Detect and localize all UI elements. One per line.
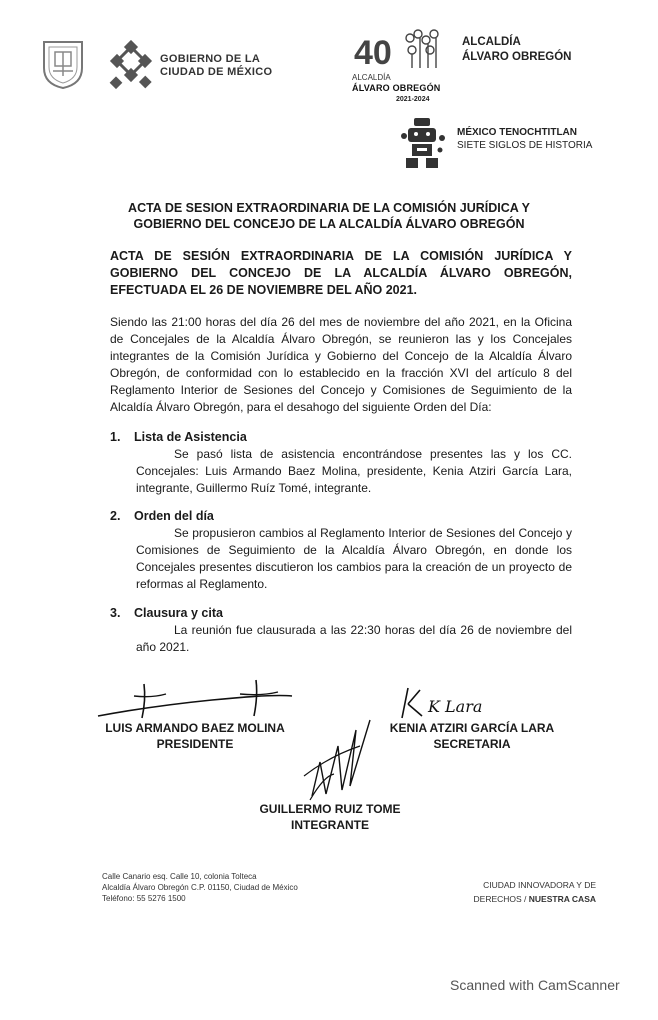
footer-address: Calle Canario esq. Calle 10, colonia Tolteca Alcaldía Álvaro Obregón C.P. 01150, Ciudad de México Teléfono: 55 5276 1500	[102, 872, 298, 903]
camscanner-watermark: Scanned with CamScanner	[450, 977, 620, 993]
signature-kenia-scribble	[398, 684, 508, 724]
intro-paragraph: Siendo las 21:00 horas del día 26 del mes de noviembre del año 2021, en la Oficina de Concejales de la Alcaldía Álvaro Obregón, se reunieron las y los Concejales integrantes de la Comisión Jurídica y Gobierno del Concejo de la Alcaldía Álvaro Obregón, de conformidad con lo establecido en la fracción XVI del artículo 8 del Reglamento Interior de Sesiones del Concejo y Comisiones de Seguimiento de la Alcaldía Álvaro Obregón, para el desahogo del siguiente Orden del Día:	[110, 315, 572, 414]
cdmx-knot-logo-icon	[106, 40, 156, 92]
cdmx-coat-of-arms-icon	[40, 38, 86, 90]
ao-logo-small-label: ALCALDÍA	[352, 73, 391, 82]
signature-block-president: LUIS ARMANDO BAEZ MOLINA PRESIDENTE	[105, 721, 285, 751]
agenda-item: 2. Orden del día Se propusieron cambios al Reglamento Interior de Sesiones del Concejo y Comisiones de Seguimiento de la Alcaldía Álvaro Obregón, en donde los Concejales presentes discutieron los cambios para la creación de un proyecto de reformas al Reglamento.	[110, 509, 572, 591]
gobierno-cdmx-name: GOBIERNO DE LA CIUDAD DE MÉXICO	[160, 53, 273, 78]
agenda-item-title: Orden del día	[134, 509, 214, 523]
ao-logo-big-label: ÁLVARO OBREGÓN	[352, 83, 441, 93]
tenochtitlan-slogan: MÉXICO TENOCHTITLAN SIETE SIGLOS DE HISTORIA	[457, 127, 593, 151]
agenda-item-title: Clausura y cita	[134, 606, 223, 620]
signature-block-secretary: KENIA ATZIRI GARCÍA LARA SECRETARIA	[389, 721, 555, 751]
agenda-item-text: La reunión fue clausurada a las 22:30 horas del día 26 de noviembre del año 2021.	[136, 623, 572, 654]
agenda-item-text: Se propusieron cambios al Reglamento Interior de Sesiones del Concejo y Comisiones de Seguimiento de la Alcaldía Álvaro Obregón, en donde los Concejales presentes discutieron los cambios para la creación de un proyecto de reformas al Reglamento.	[136, 526, 572, 591]
signature-block-member: GUILLERMO RUIZ TOME INTEGRANTE	[259, 802, 401, 832]
alcaldia-name: ALCALDÍA ÁLVARO OBREGÓN	[462, 36, 572, 63]
document-subtitle: ACTA DE SESIÓN EXTRAORDINARIA DE LA COMISIÓN JURÍDICA Y GOBIERNO DEL CONCEJO DE LA ALCALDÍA ÁLVARO OBREGÓN, EFECTUADA EL 26 DE NOVIEMBRE DEL AÑO 2021.	[110, 249, 572, 297]
alcaldia-ao-logo	[352, 28, 452, 108]
agenda-item-text: Se pasó lista de asistencia encontrándose presentes las y los CC. Concejales: Luis Armando Baez Molina, presidente, Kenia Atziri García Lara, integrante, Guillermo Ruíz Tomé, integrante.	[136, 447, 572, 495]
svg-text:40: 40	[354, 34, 392, 72]
tenochtitlan-glyph-icon	[400, 116, 446, 174]
agenda-item: 3. Clausura y cita La reunión fue clausurada a las 22:30 horas del día 26 de noviembre del año 2021.	[110, 606, 572, 654]
agenda-item-title: Lista de Asistencia	[134, 430, 247, 444]
signature-luis-scribble	[92, 676, 302, 724]
svg-text:K Lara: K Lara	[428, 697, 483, 716]
signature-guillermo-scribble	[290, 716, 380, 806]
ao-logo-years: 2021-2024	[396, 96, 430, 103]
footer-slogan: CIUDAD INNOVADORA Y DE DERECHOS / NUESTRA CASA	[473, 880, 596, 904]
ao-40-trees-icon	[352, 28, 452, 76]
agenda-item: 1. Lista de Asistencia Se pasó lista de asistencia encontrándose presentes las y los CC. Concejales: Luis Armando Baez Molina, presidente, Kenia Atziri García Lara, integrante, Guillermo Ruíz Tomé, integrante.	[110, 430, 572, 495]
document-title: ACTA DE SESION EXTRAORDINARIA DE LA COMISIÓN JURÍDICA Y GOBIERNO DEL CONCEJO DE LA ALCALDÍA ÁLVARO OBREGÓN	[128, 201, 530, 231]
